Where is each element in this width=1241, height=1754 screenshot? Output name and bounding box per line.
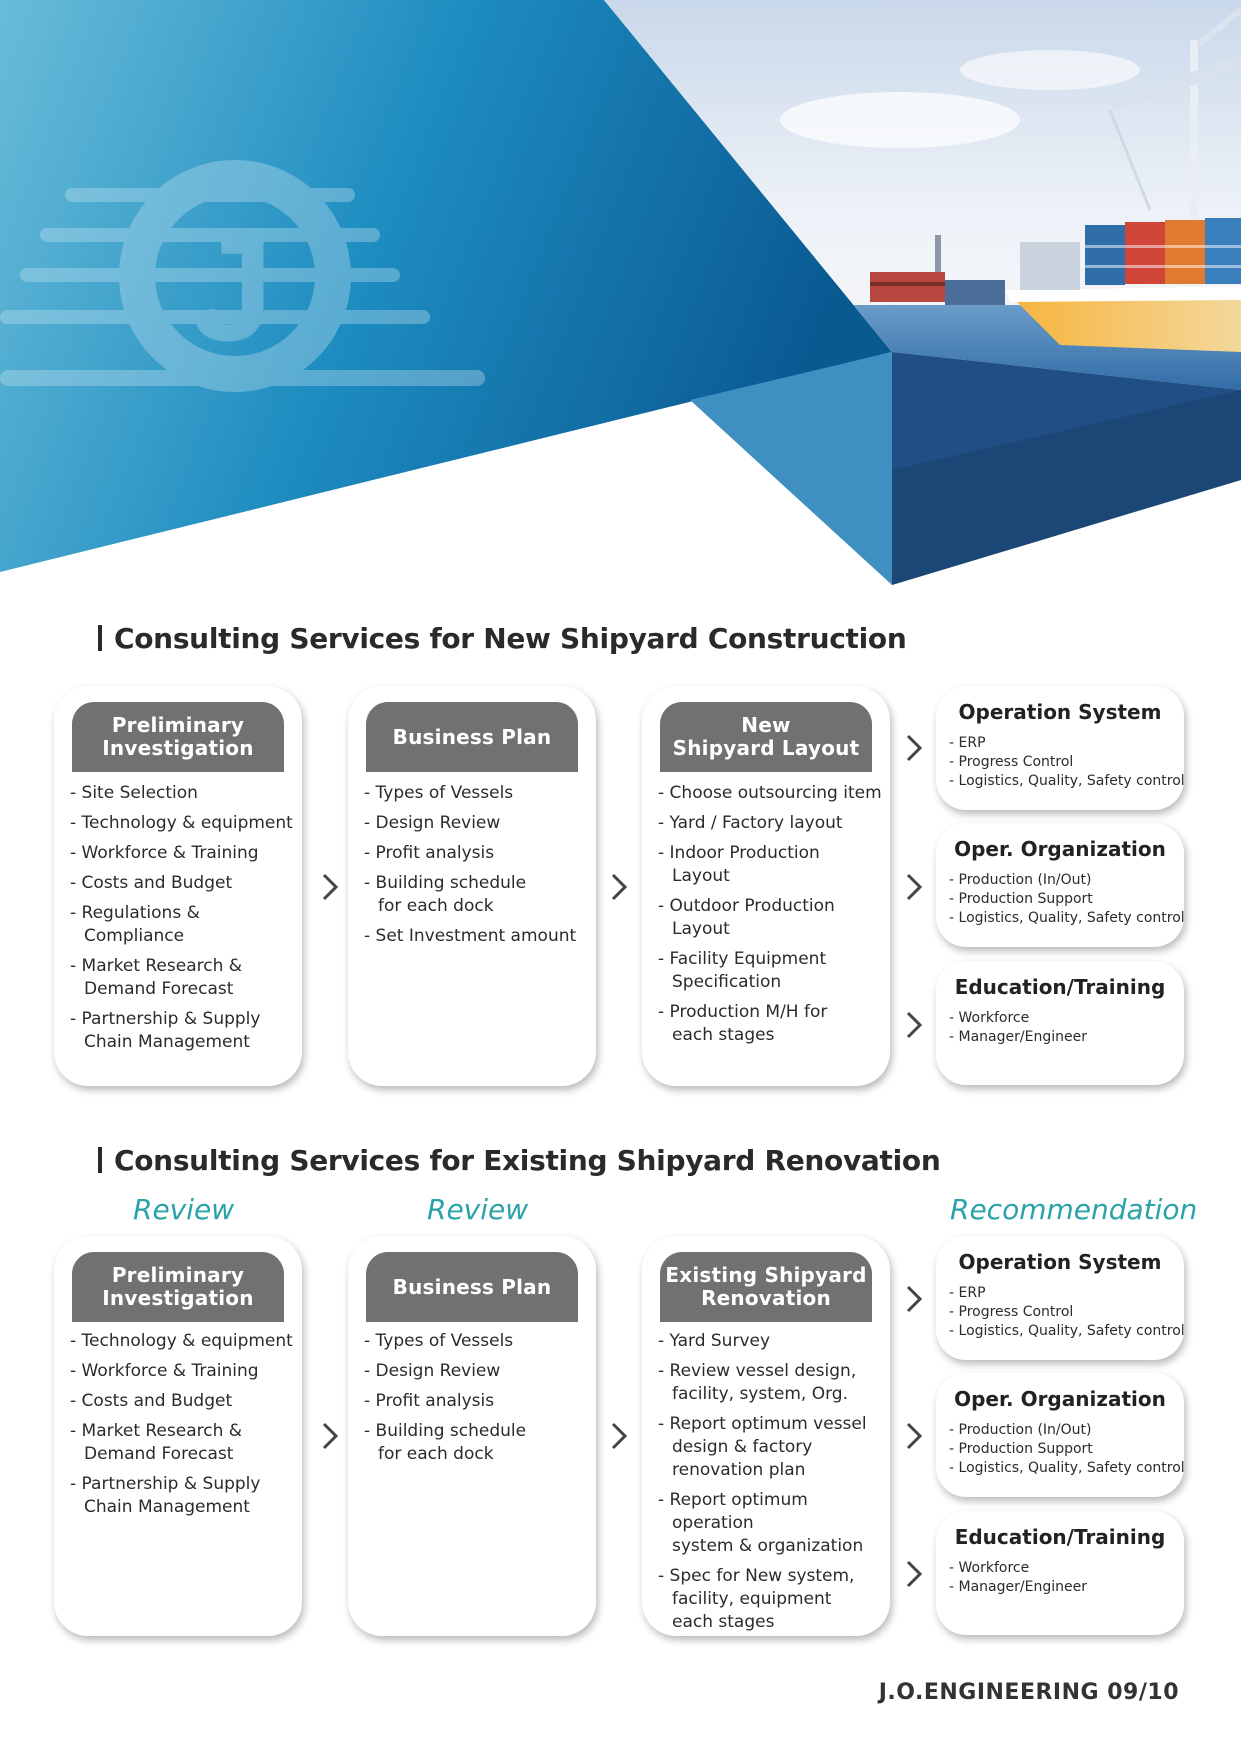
card-header [366,702,578,772]
list-item: - Production Support [949,890,1185,909]
list-item: - Types of Vessels [364,782,590,805]
chevron-right-icon [903,1010,925,1040]
hero-banner [0,0,1241,600]
card-preliminary-investigation [54,686,302,1086]
card-header [72,1252,284,1322]
section-title-text: Consulting Services for Existing Shipyard Renovation [114,1144,941,1177]
list-item: - Workforce [949,1559,1087,1578]
sys-card-operation-system [936,686,1184,810]
sys-card-education-training-existing [936,1511,1184,1635]
list-item: - Costs and Budget [70,1390,296,1413]
card-title: New Shipyard Layout [672,713,860,760]
list-item: - Progress Control [949,753,1185,772]
chevron-right-icon [608,872,630,902]
list-item: - Yard Survey [658,1330,884,1353]
list-item: - Site Selection [70,782,296,805]
item-list [70,782,296,1061]
section-title-existing-shipyard [98,1144,940,1177]
card-header [72,702,284,772]
list-item: - Workforce [949,1009,1087,1028]
card-title: Existing Shipyard Renovation [665,1263,867,1310]
chevron-right-icon [319,872,341,902]
list-item: - Profit analysis [364,842,590,865]
sys-item-list [949,734,1185,791]
list-item: - Indoor Production Layout [658,842,884,888]
card-business-plan-existing [348,1236,596,1636]
list-item: - Building schedule for each dock [364,1420,590,1466]
list-item: - Market Research & Demand Forecast [70,1420,296,1466]
section-title-text: Consulting Services for New Shipyard Construction [114,622,907,655]
list-item: - Production (In/Out) [949,871,1185,890]
sys-card-title: Education/Training [954,1525,1166,1549]
chevron-right-icon [903,1421,925,1451]
item-list [364,782,590,955]
list-item: - Logistics, Quality, Safety control [949,909,1185,928]
section-title-new-shipyard [98,622,907,655]
sys-card-title: Oper. Organization [954,1387,1166,1411]
chevron-right-icon [903,1284,925,1314]
list-item: - Technology & equipment [70,1330,296,1353]
logo-letter: J [190,204,274,372]
list-item: - Partnership & Supply Chain Management [70,1008,296,1054]
review-label: Review [133,1193,235,1226]
sys-card-title: Education/Training [954,975,1166,999]
list-item: - Manager/Engineer [949,1028,1087,1047]
sys-item-list [949,1284,1185,1341]
list-item: - Production Support [949,1440,1185,1459]
card-existing-shipyard-renovation [642,1236,890,1636]
sys-card-education-training [936,961,1184,1085]
list-item: - Logistics, Quality, Safety control [949,1322,1185,1341]
list-item: - Profit analysis [364,1390,590,1413]
list-item: - Logistics, Quality, Safety control [949,1459,1185,1478]
card-preliminary-investigation-existing [54,1236,302,1636]
card-title: Preliminary Investigation [102,1263,254,1310]
list-item: - Facility Equipment Specification [658,948,884,994]
title-bar [98,1147,102,1173]
chevron-right-icon [903,733,925,763]
sys-item-list [949,1421,1185,1478]
card-title: Business Plan [392,1274,552,1299]
list-item: - Design Review [364,812,590,835]
list-item: - Technology & equipment [70,812,296,835]
list-item: - Manager/Engineer [949,1578,1087,1597]
list-item: - Choose outsourcing item [658,782,884,805]
list-item: - ERP [949,1284,1185,1303]
list-item: - Types of Vessels [364,1330,590,1353]
chevron-right-icon [319,1421,341,1451]
item-list [658,1330,884,1641]
card-new-shipyard-layout [642,686,890,1086]
item-list [364,1330,590,1473]
chevron-right-icon [903,872,925,902]
item-list [658,782,884,1054]
card-header [366,1252,578,1322]
list-item: - Progress Control [949,1303,1185,1322]
list-item: - ERP [949,734,1185,753]
page-footer: J.O.ENGINEERING 09/10 [878,1680,1179,1705]
list-item: - Set Investment amount [364,925,590,948]
sys-card-title: Oper. Organization [954,837,1166,861]
list-item: - Review vessel design, facility, system, Org. [658,1360,884,1406]
list-item: - Regulations & Compliance [70,902,296,948]
list-item: - Design Review [364,1360,590,1383]
list-item: - Partnership & Supply Chain Management [70,1473,296,1519]
list-item: - Workforce & Training [70,842,296,865]
list-item: - Outdoor Production Layout [658,895,884,941]
list-item: - Workforce & Training [70,1360,296,1383]
list-item: - Report optimum vessel design & factory renovation plan [658,1413,884,1482]
item-list [70,1330,296,1526]
sys-item-list [949,1559,1087,1597]
list-item: - Market Research & Demand Forecast [70,955,296,1001]
card-header [660,702,872,772]
sys-card-title: Operation System [958,700,1162,724]
list-item: - Report optimum operation system & organization [658,1489,884,1558]
card-header [660,1252,872,1322]
card-title: Preliminary Investigation [102,713,254,760]
list-item: - Costs and Budget [70,872,296,895]
recommendation-label: Recommendation [950,1193,1198,1226]
sys-item-list [949,871,1185,928]
sys-card-oper-organization-existing [936,1373,1184,1497]
list-item: - Building schedule for each dock [364,872,590,918]
list-item: - Logistics, Quality, Safety control [949,772,1185,791]
list-item: - Production (In/Out) [949,1421,1185,1440]
sys-item-list [949,1009,1087,1047]
list-item: - Spec for New system, facility, equipment each stages [658,1565,884,1634]
sys-card-operation-system-existing [936,1236,1184,1360]
list-item: - Production M/H for each stages [658,1001,884,1047]
card-title: Business Plan [392,724,552,749]
chevron-right-icon [903,1559,925,1589]
title-bar [98,625,102,651]
review-label: Review [427,1193,529,1226]
list-item: - Yard / Factory layout [658,812,884,835]
card-business-plan [348,686,596,1086]
sys-card-oper-organization [936,823,1184,947]
sys-card-title: Operation System [958,1250,1162,1274]
chevron-right-icon [608,1421,630,1451]
